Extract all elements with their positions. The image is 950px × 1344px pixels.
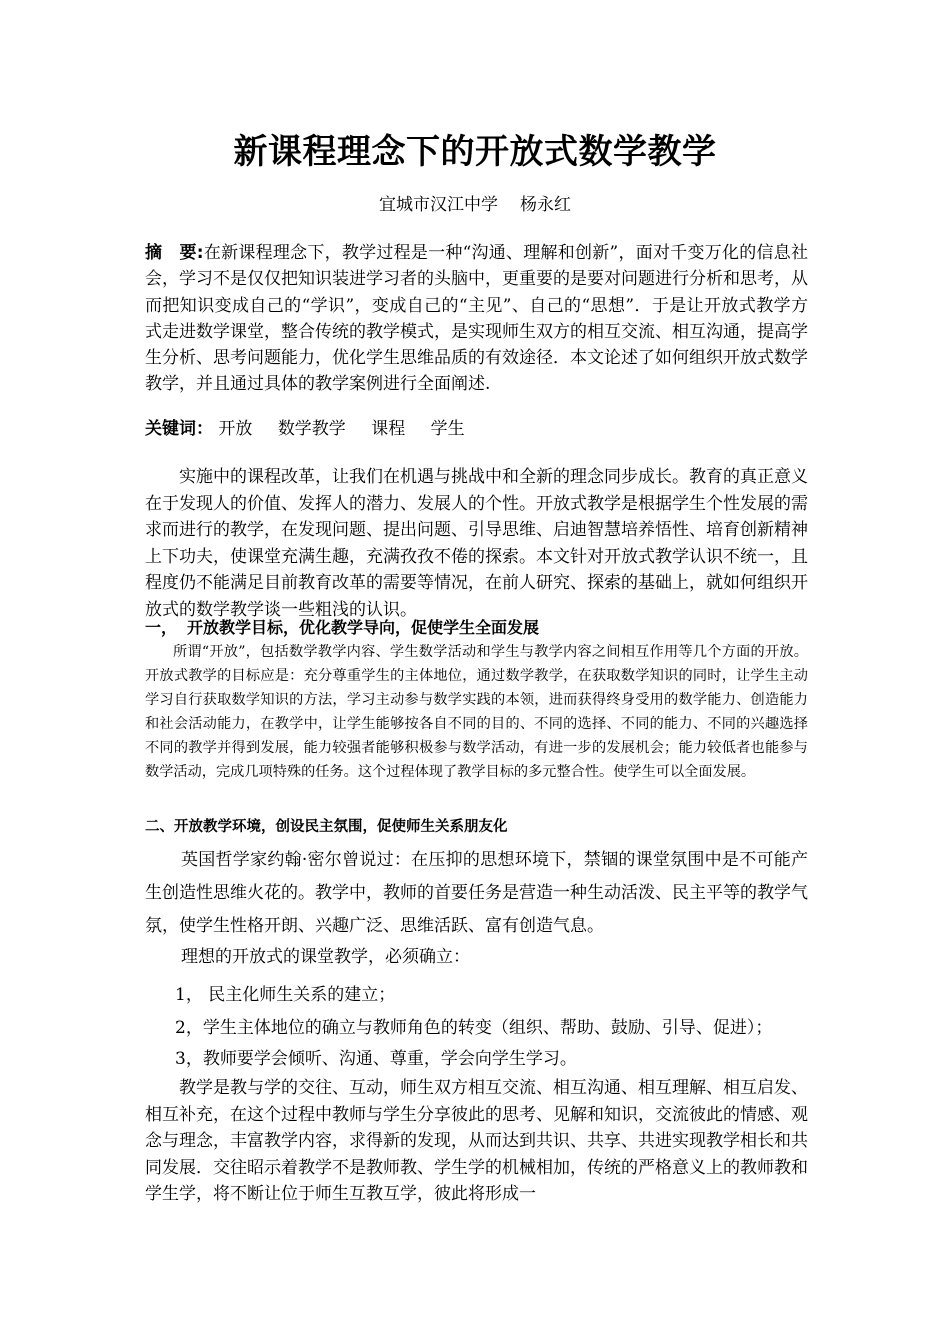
section-paragraph: 英国哲学家约翰·密尔曾说过：在压抑的思想环境下，禁锢的课堂氛围中是不可能产生创造性思维火花的。教学中，教师的首要任务是营造一种生动活泼、民主平等的教学气氛，使学生性格开朗、兴趣广泛、思维活跃、富有创造气息。 bbox=[145, 850, 808, 936]
keyword: 课程 bbox=[371, 419, 406, 439]
section-heading bbox=[145, 617, 808, 639]
school-name: 宜城市汉江中学 bbox=[379, 195, 498, 215]
list-item: 2，学生主体地位的确立与教师角色的转变（组织、帮助、鼓励、引导、促进）； bbox=[175, 1018, 773, 1038]
keyword: 开放 bbox=[218, 419, 253, 439]
list-lead: 理想的开放式的课堂教学，必须确立： bbox=[181, 947, 470, 967]
keyword: 学生 bbox=[430, 419, 465, 439]
keywords bbox=[145, 416, 808, 442]
section-paragraph: 所谓“开放”，包括数学教学内容、学生数学活动和学生与教学内容之间相互作用等几个方面的开放。开放式教学的目标应是：充分尊重学生的主体地位，通过数学教学，在获取数学知识的同时，让学生主动学习自行获取数学知识的方法，学习主动参与数学实践的本领，进而获得终身受用的数学能力、创造能力和社会活动能力，在教学中，让学生能够按各自不同的目的、不同的选择、不同的能力、不同的兴趣选择不同的教学并得到发展，能力较强者能够积极参与数学活动，有进一步的发展机会；能力较低者也能参与数学活动，完成几项特殊的任务。这个过程体现了教学目标的多元整合性。使学生可以全面发展。 bbox=[145, 644, 808, 781]
abstract-label: 摘 要 bbox=[145, 243, 197, 263]
abstract-text: 在新课程理念下，教学过程是一种“沟通、理解和创新”，面对千变万化的信息社会，学习不是仅仅把知识装进学习者的头脑中，更重要的是要对问题进行分析和思考，从而把知识变成自己的“学识”，变成自己的“主见”、自己的“思想”．于是让开放式教学方式走进数学课堂，整合传统的教学模式，是实现师生双方的相互交流、相互沟通，提高学生分析、思考问题能力，优化学生思维品质的有效途径．本文论述了如何组织开放式数学教学，并且通过具体的教学案例进行全面阐述. bbox=[145, 243, 809, 395]
section-number: 一， bbox=[145, 618, 178, 637]
document-title: 新课程理念下的开放式数学教学 bbox=[233, 132, 717, 172]
intro-paragraph: 实施中的课程改革，让我们在机遇与挑战中和全新的理念同步成长。教育的真正意义在于发现人的价值、发挥人的潜力、发展人的个性。开放式教学是根据学生个性发展的需求而进行的教学，在发现问题、提出问题、引导思维、启迪智慧培养悟性、培育创新精神上下功夫，使课堂充满生趣，充满孜孜不倦的探索。本文针对开放式教学认识不统一，且程度仍不能满足目前教育改革的需要等情况，在前人研究、探索的基础上，就如何组织开放式的数学教学谈一些粗浅的认识。 bbox=[145, 467, 808, 620]
section-paragraph: 教学是教与学的交往、互动，师生双方相互交流、相互沟通、相互理解、相互启发、相互补充，在这个过程中教师与学生分享彼此的思考、见解和知识，交流彼此的情感、观念与理念，丰富教学内容，求得新的发现，从而达到共识、共享、共进实现教学相长和共同发展．交往昭示着教学不是教师教、学生学的机械相加，传统的严格意义上的教师教和学生学，将不断让位于师生互教互学，彼此将形成一 bbox=[145, 1078, 808, 1204]
keyword: 数学教学 bbox=[277, 419, 346, 439]
list-item: 3，教师要学会倾听、沟通、尊重，学会向学生学习。 bbox=[175, 1049, 577, 1069]
section-title: 开放教学目标，优化教学导向，促使学生全面发展 bbox=[187, 618, 540, 637]
list-item: 1， 民主化师生关系的建立； bbox=[175, 985, 396, 1005]
abstract: 摘 要:在新课程理念下，教学过程是一种“沟通、理解和创新”，面对千变万化的信息社会，学习不是仅仅把知识装进学习者的头脑中，更重要的是要对问题进行分析和思考，从而把知识变成自己的“学识”，变成自己的“主见”、自己的“思想”．于是让开放式教学方式走进数学课堂，整合传统的教学模式，是实现师生双方的相互交流、相互沟通，提高学生分析、思考问题能力，优化学生思维品质的有效途径．本文论述了如何组织开放式数学教学，并且通过具体的教学案例进行全面阐述. bbox=[145, 243, 809, 395]
keywords-label: 关键词： bbox=[145, 419, 213, 439]
byline bbox=[0, 192, 950, 218]
author-name: 杨永红 bbox=[520, 195, 571, 215]
section-heading: 二、开放教学环境，创设民主氛围，促使师生关系朋友化 bbox=[145, 819, 508, 835]
